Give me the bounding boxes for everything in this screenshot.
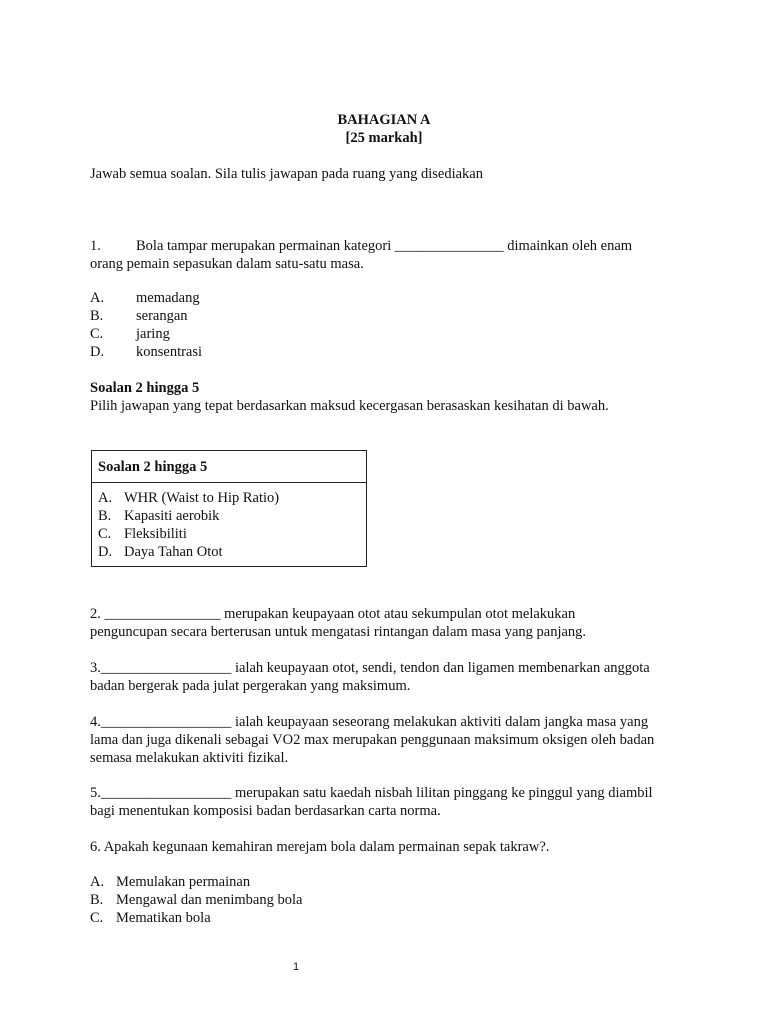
question-4 — [90, 713, 654, 767]
option-d: D. konsentrasi — [90, 344, 203, 360]
question-4-line1: 4.__________________ ialah keupayaan seseorang melakukan aktiviti dalam jangka masa yang — [90, 714, 649, 730]
question-1-line1: Bola tampar merupakan permainan kategori _______________ dimainkan oleh enam — [136, 238, 633, 254]
question-5-line1: 5.__________________ merupakan satu kaedah nisbah lilitan pinggang ke pinggul yang diambil — [90, 785, 653, 801]
question-5 — [90, 784, 653, 820]
section-title: BAHAGIAN A — [337, 112, 431, 128]
box-option-c: C. Fleksibiliti — [98, 526, 187, 542]
option-a: A. memadang — [90, 290, 200, 306]
question-3-line2: badan bergerak pada julat pergerakan yang maksimum. — [90, 678, 411, 694]
instruction-text: Jawab semua soalan. Sila tulis jawapan pada ruang yang disediakan — [90, 166, 483, 182]
box-title: Soalan 2 hingga 5 — [92, 451, 366, 483]
question-4-line2: lama dan juga dikenali sebagai VO2 max merupakan penggunaan maksimum oksigen oleh badan — [90, 732, 655, 748]
box-option-b: B. Kapasiti aerobik — [98, 508, 220, 524]
question-3 — [90, 659, 650, 695]
question-1 — [90, 237, 632, 273]
question-2-line2: penguncupan secara berterusan untuk mengatasi rintangan dalam masa yang panjang. — [90, 624, 587, 640]
soalan-instruction: Pilih jawapan yang tepat berdasarkan maksud kecergasan berasaskan kesihatan di bawah. — [90, 398, 609, 414]
question-4-line3: semasa melakukan aktiviti fizikal. — [90, 750, 289, 766]
question-5-line2: bagi menentukan komposisi badan berdasarkan carta norma. — [90, 803, 441, 819]
question-6: 6. Apakah kegunaan kemahiran merejam bola dalam permainan sepak takraw?. — [90, 839, 550, 855]
page-number: 1 — [292, 961, 300, 973]
question-6-options — [90, 873, 302, 927]
question-2 — [90, 605, 586, 641]
marks-label: [25 markah] — [345, 130, 423, 146]
answer-options-box — [91, 450, 367, 567]
question-1-line2: orang pemain sepasukan dalam satu-satu masa. — [90, 256, 364, 272]
soalan-heading: Soalan 2 hingga 5 — [90, 380, 200, 396]
question-1-number: 1. — [90, 238, 101, 254]
q6-option-a: A. Memulakan permainan — [90, 874, 251, 890]
option-b: B. serangan — [90, 308, 188, 324]
box-option-list — [92, 483, 366, 561]
q6-option-b: B. Mengawal dan menimbang bola — [90, 892, 303, 908]
question-1-options — [90, 289, 202, 361]
q6-option-c: C. Mematikan bola — [90, 910, 211, 926]
question-2-line1: 2. ________________ merupakan keupayaan otot atau sekumpulan otot melakukan — [90, 606, 576, 622]
option-c: C. jaring — [90, 326, 170, 342]
question-3-line1: 3.__________________ ialah keupayaan otot, sendi, tendon dan ligamen membenarkan anggota — [90, 660, 650, 676]
box-option-d: D. Daya Tahan Otot — [98, 544, 223, 560]
box-option-a: A. WHR (Waist to Hip Ratio) — [98, 490, 280, 506]
